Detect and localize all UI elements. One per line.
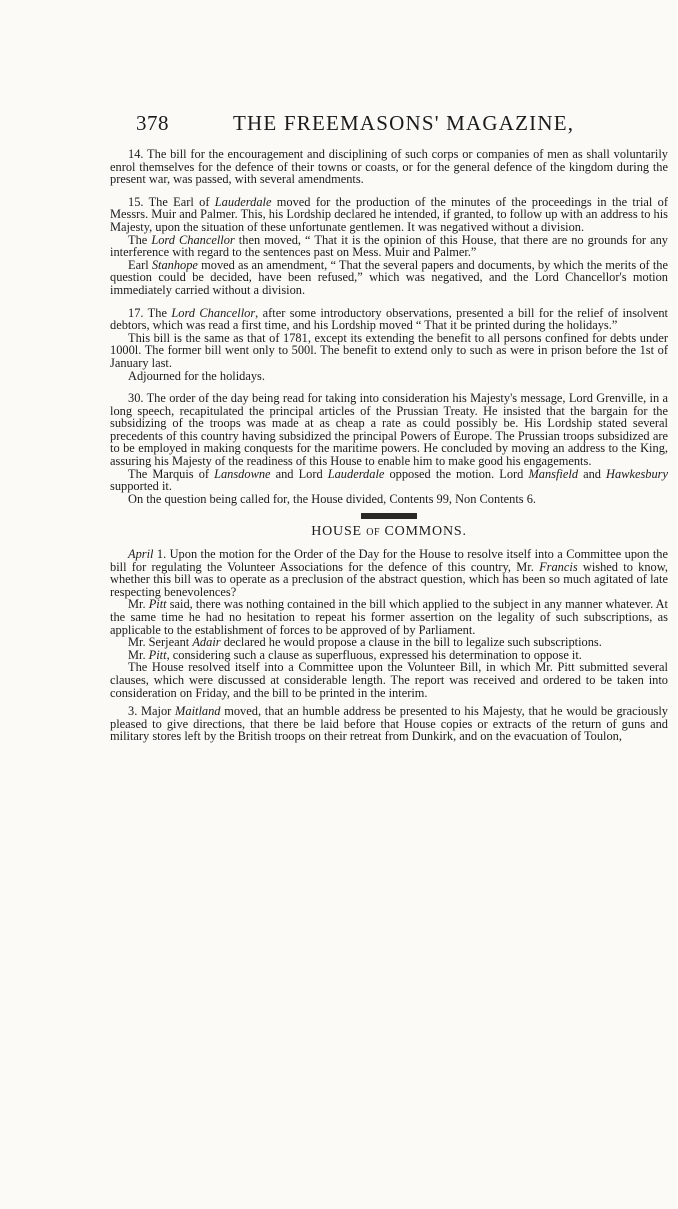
paragraph-lords-30-division: On the question being called for, the House divided, Contents 99, Non Contents 6. [128, 491, 536, 506]
body-text [110, 148, 668, 743]
paragraph-commons-1-pitt-oppose: Mr. Pitt, considering such a clause as superfluous, expressed his determination to oppose it. [128, 647, 582, 662]
paragraph-commons-3: 3. Major Maitland moved, that an humble address be presented to his Majesty, that he would be graciously pleased to give directions, that there be laid before that House copies or extracts of the return of guns and military stores left by the British troops on their retreat from Dunkirk, and on the evacuation of Toulon, [110, 704, 668, 744]
paragraph-commons-1: April 1. Upon the motion for the Order of the Day for the House to resolve itself into a Committee upon the bill for regulating the Volunteer Associations for the defence of this country, Mr. Francis wished to know, whether this bill was to operate as a preclusion of the abstract question, which has been so much agitated of late respecting benevolences? [110, 547, 668, 599]
paragraph-lords-15-stanhope: Earl Stanhope moved as an amendment, “ That the several papers and documents, by which the merits of the question could be decided, have been refused,” which was negatived, and the Lord Chancellor's motion immediately carried without a division. [110, 257, 668, 297]
running-header [136, 111, 676, 141]
paragraph-lords-15: 15. The Earl of Lauderdale moved for the production of the minutes of the proceedings in the trial of Messrs. Muir and Palmer. This, his Lordship declared he intended, if granted, to follow up with an address to his Majesty, upon the situation of these unfortunate gentlemen. It was negatived without a division. [110, 194, 668, 234]
section-divider [110, 511, 668, 521]
paragraph-lords-30-opposed: The Marquis of Lansdowne and Lord Lauderdale opposed the motion. Lord Mansfield and Hawkesbury supported it. [110, 466, 668, 494]
paragraph-commons-1-adair: Mr. Serjeant Adair declared he would propose a clause in the bill to legalize such subscriptions. [128, 635, 602, 650]
running-title: THE FREEMASONS' MAGAZINE, [233, 111, 575, 135]
paragraph-lords-17: 17. The Lord Chancellor, after some introductory observations, presented a bill for the relief of insolvent debtors, which was read a first time, and his Lordship moved “ That it be printed during the holidays.” [110, 305, 668, 333]
paragraph-lords-17-bill: This bill is the same as that of 1781, except its extending the benefit to all persons confined for debts under 1000l. The former bill went only to 500l. The benefit to extend only to such as were in prison before the 1st of January last. [110, 330, 668, 370]
paragraph-lords-17-adjourned: Adjourned for the holidays. [128, 368, 265, 383]
page-number: 378 [136, 111, 169, 135]
paragraph-lords-30: 30. The order of the day being read for taking into consideration his Majesty's message, Lord Grenville, in a long speech, recapitulated the principal articles of the Prussian Treaty. He insisted that the bargain for the subsidizing of the troops was made at as cheap a rate as could possibly be. His Lordship stated several precedents of this country having subsidized the principal Powers of Europe. The Prussian troops subsidized are to be employed in making conquests for the maritime powers. He concluded by moving an address to the King, assuring his Majesty of the readiness of this House to enable him to make good his engagements. [110, 391, 668, 469]
section-heading-commons: HOUSE OF COMMONS. [311, 524, 467, 540]
paragraph-lords-14: 14. The bill for the encouragement and disciplining of such corps or companies of men as shall voluntarily enrol themselves for the defence of their towns or coasts, or for the general defence of the kingdom during the present war, was passed, with several amendments. [110, 147, 668, 187]
paragraph-commons-1-committee: The House resolved itself into a Committee upon the Volunteer Bill, in which Mr. Pitt submitted several clauses, which were discussed at considerable length. The report was received and ordered to be taken into consideration on Friday, and the bill to be printed in the interim. [110, 660, 668, 700]
paragraph-lords-15-chancellor: The Lord Chancellor then moved, “ That it is the opinion of this House, that there are no grounds for any interference with regard to the sentences past on Mess. Muir and Palmer.” [110, 232, 668, 260]
paragraph-commons-1-pitt: Mr. Pitt said, there was nothing contained in the bill which applied to the subject in any manner whatever. At the same time he had no hesitation to repeat his former assertion on the legality of such subscriptions, as applicable to the establishment of forces to be approved of by Parliament. [110, 597, 668, 637]
